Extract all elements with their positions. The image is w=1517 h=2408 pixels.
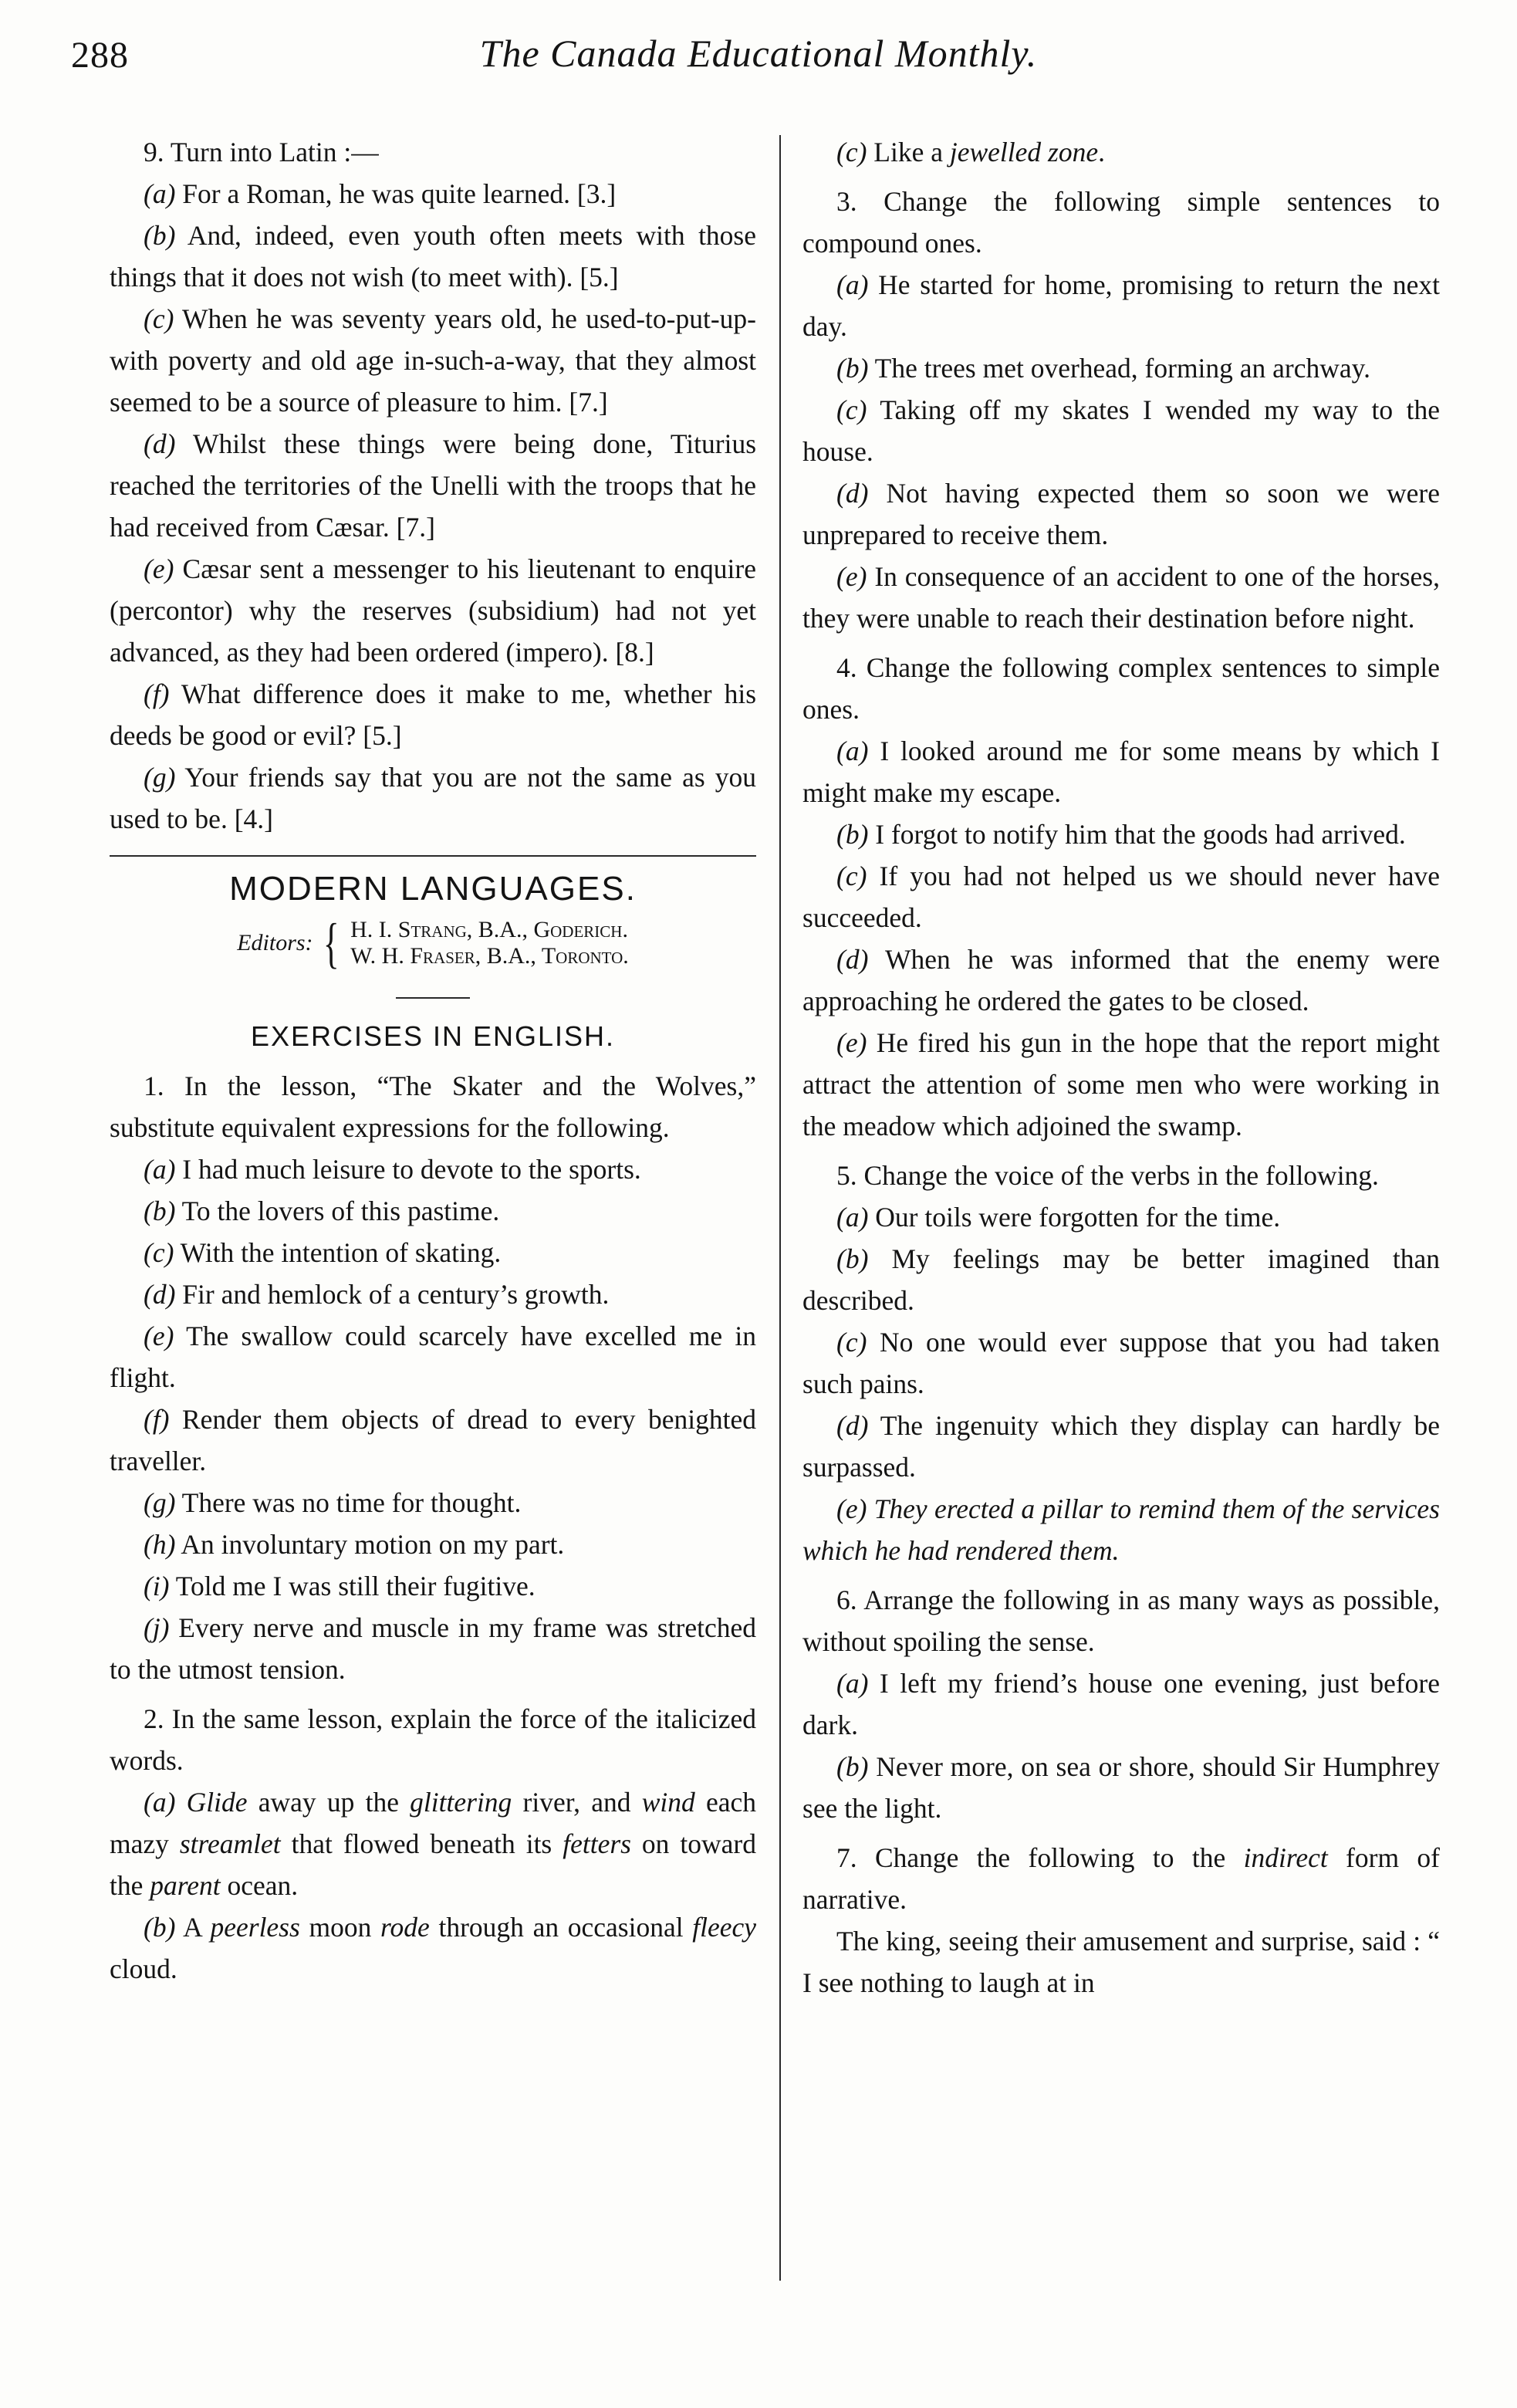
question-3b <box>802 347 1440 389</box>
question-9e <box>110 548 756 673</box>
question-6: 6. Arrange the following in as many ways as possible, without spoiling the sense. <box>802 1584 1440 1657</box>
item-label: (e) <box>144 1321 174 1351</box>
question-3c <box>802 389 1440 472</box>
section-title: MODERN LANGUAGES. <box>229 870 637 908</box>
item-text: I looked around me for some means by which I might make my escape. <box>802 736 1441 808</box>
italic-word: Glide <box>186 1787 248 1818</box>
question-2a <box>110 1781 756 1906</box>
question-2c <box>802 131 1440 173</box>
text-run: ocean. <box>220 1870 299 1901</box>
section-divider <box>110 855 756 857</box>
question-1j <box>110 1607 756 1690</box>
text-run: river, and <box>512 1787 642 1818</box>
question-9: 9. Turn into Latin :— <box>144 137 379 167</box>
column-divider <box>779 135 781 2281</box>
item-label: (d) <box>144 428 176 459</box>
item-label: (d) <box>836 1410 869 1441</box>
item-label: (a) <box>836 1668 869 1699</box>
item-label: (c) <box>144 303 174 334</box>
item-text: Render them objects of dread to every benighted traveller. <box>110 1404 756 1476</box>
text-run: moon <box>299 1912 381 1943</box>
item-text: My feelings may be better imagined than described. <box>802 1243 1441 1316</box>
editor-name: W. H. Fraser, B.A., Toronto. <box>350 943 629 969</box>
question-3e <box>802 556 1440 639</box>
item-label: (d) <box>144 1279 176 1310</box>
item-text: Every nerve and muscle in my frame was stretched to the utmost tension. <box>110 1612 757 1685</box>
item-label: (b) <box>144 220 176 251</box>
item-label: (b) <box>144 1196 176 1226</box>
item-label: (i) <box>144 1571 170 1601</box>
italic-word: wind <box>641 1787 695 1818</box>
italic-word: fetters <box>563 1828 631 1859</box>
question-3a <box>802 264 1440 347</box>
item-text: Told me I was still their fugitive. <box>175 1571 536 1601</box>
left-column <box>110 131 756 1990</box>
item-label: (b) <box>836 1243 869 1274</box>
item-text: To the lovers of this pastime. <box>181 1196 500 1226</box>
item-label: (a) <box>836 269 869 300</box>
item-label: (a) <box>144 1154 176 1185</box>
question-9a <box>110 173 756 215</box>
item-label: (c) <box>836 861 867 891</box>
text-run: 7. Change the following to the <box>836 1842 1244 1873</box>
item-label: (c) <box>836 1327 867 1358</box>
question-2: 2. In the same lesson, explain the force of the italicized words. <box>110 1703 756 1776</box>
question-4: 4. Change the following complex sentences to simple ones. <box>802 652 1440 725</box>
item-text: No one would ever suppose that you had taken such pains. <box>802 1327 1441 1399</box>
question-9d <box>110 423 756 548</box>
item-text: The trees met overhead, forming an archway. <box>874 353 1370 384</box>
italic-word: jewelled zone <box>949 137 1099 167</box>
text-run: that flowed beneath its <box>280 1828 563 1859</box>
item-text: If you had not helped us we should never have succeeded. <box>802 861 1441 933</box>
short-divider <box>396 997 470 999</box>
item-label: (j) <box>144 1612 170 1643</box>
item-label: (b) <box>836 353 869 384</box>
question-2b <box>110 1906 756 1990</box>
editors-label: Editors: <box>237 930 313 955</box>
question-1: 1. In the lesson, “The Skater and the Wolves,” substitute equivalent expressions for the following. <box>110 1070 756 1143</box>
question-7 <box>802 1837 1440 1920</box>
item-text: There was no time for thought. <box>181 1487 522 1518</box>
text-run: each mazy <box>110 1787 756 1859</box>
item-text: Taking off my skates I wended my way to the house. <box>802 394 1440 467</box>
item-label: (e) <box>836 1493 867 1524</box>
question-1i <box>110 1565 756 1607</box>
text-run: A <box>183 1912 211 1943</box>
text-run: cloud. <box>110 1953 177 1984</box>
italic-word: streamlet <box>179 1828 281 1859</box>
question-1e <box>110 1315 756 1398</box>
item-text: I had much leisure to devote to the sports. <box>182 1154 641 1185</box>
item-text: Our toils were forgotten for the time. <box>875 1202 1281 1233</box>
page-number: 288 <box>71 35 129 76</box>
item-text: I left my friend’s house one evening, just before dark. <box>802 1668 1441 1740</box>
item-label: (a) <box>144 1787 176 1818</box>
question-1d <box>110 1273 756 1315</box>
item-text: Not having expected them so soon we were unprepared to receive them. <box>802 478 1440 550</box>
question-9c <box>110 298 756 423</box>
item-label: (e) <box>836 561 867 592</box>
text-run: on toward the <box>110 1828 756 1901</box>
question-5e <box>802 1488 1440 1571</box>
question-1a <box>110 1148 756 1190</box>
item-text: The ingenuity which they display can hardly be surpassed. <box>802 1410 1440 1483</box>
question-3: 3. Change the following simple sentences to compound ones. <box>802 186 1440 259</box>
question-3d <box>802 472 1440 556</box>
question-1f <box>110 1398 756 1482</box>
question-5: 5. Change the voice of the verbs in the following. <box>836 1160 1379 1191</box>
item-label: (c) <box>836 394 867 425</box>
item-text: He started for home, promising to return the next day. <box>802 269 1441 342</box>
item-text: I forgot to notify him that the goods had arrived. <box>875 819 1406 850</box>
item-text: An involuntary motion on my part. <box>181 1529 565 1560</box>
question-5a <box>802 1196 1440 1238</box>
question-4e <box>802 1022 1440 1147</box>
text-run: . <box>1098 137 1105 167</box>
item-text: When he was informed that the enemy were approaching he ordered the gates to be closed. <box>802 944 1441 1016</box>
question-7-text: The king, seeing their amusement and surprise, said : “ I see nothing to laugh at in <box>802 1926 1440 1998</box>
page-header <box>0 31 1517 93</box>
item-label: (b) <box>836 1751 869 1782</box>
item-text: Cæsar sent a messenger to his lieutenant to enquire (percontor) why the reserves (subsidium) had not yet advanced, as they had been ordered (impero). [8.] <box>110 553 756 668</box>
item-label: (a) <box>836 736 869 766</box>
item-text: The swallow could scarcely have excelled me in flight. <box>110 1321 756 1393</box>
italic-word: fleecy <box>692 1912 756 1943</box>
item-text: For a Roman, he was quite learned. [3.] <box>182 178 617 209</box>
text-run: form of narrative. <box>802 1842 1440 1915</box>
italic-word: rode <box>380 1912 430 1943</box>
question-9f <box>110 673 756 756</box>
item-text: When he was seventy years old, he used-to-put-up-with poverty and old age in-such-a-way, that they almost seemed to be a source of pleasure to him. [7.] <box>110 303 756 418</box>
editors-list <box>350 917 629 969</box>
question-9b <box>110 215 756 298</box>
italic-word: peerless <box>210 1912 300 1943</box>
text-run: Like a <box>873 137 950 167</box>
question-5c <box>802 1321 1440 1405</box>
question-4a <box>802 730 1440 813</box>
text-run: through an occasional <box>429 1912 693 1943</box>
question-1g <box>110 1482 756 1524</box>
item-label: (b) <box>144 1912 176 1943</box>
item-label: (d) <box>836 478 869 509</box>
running-title: The Canada Educational Monthly. <box>479 32 1038 75</box>
item-label: (b) <box>836 819 869 850</box>
italic-word: indirect <box>1243 1842 1328 1873</box>
italic-word: glittering <box>410 1787 512 1818</box>
item-text: Your friends say that you are not the same as you used to be. [4.] <box>110 762 757 834</box>
right-column <box>802 131 1440 2004</box>
item-label: (f) <box>144 678 170 709</box>
item-text: He fired his gun in the hope that the report might attract the attention of some men who were working in the meadow which adjoined the swamp. <box>802 1027 1441 1141</box>
question-6a <box>802 1662 1440 1746</box>
item-text: Never more, on sea or shore, should Sir Humphrey see the light. <box>802 1751 1440 1824</box>
item-text: They erected a pillar to remind them of the services which he had rendered them. <box>802 1493 1440 1566</box>
italic-word: parent <box>150 1870 221 1901</box>
item-label: (f) <box>144 1404 170 1435</box>
brace-glyph: { <box>323 912 340 974</box>
item-label: (c) <box>836 137 867 167</box>
exercise-heading: EXERCISES IN ENGLISH. <box>250 1020 616 1052</box>
item-text: And, indeed, even youth often meets with those things that it does not wish (to meet with). [5.] <box>110 220 756 293</box>
question-1b <box>110 1190 756 1232</box>
question-9g <box>110 756 756 840</box>
item-label: (h) <box>144 1529 176 1560</box>
item-label: (e) <box>144 553 174 584</box>
item-text: Whilst these things were being done, Titurius reached the territories of the Unelli with the troops that he had received from Cæsar. [7.] <box>110 428 757 543</box>
item-label: (g) <box>144 1487 176 1518</box>
question-4d <box>802 939 1440 1022</box>
item-label: (d) <box>836 944 869 975</box>
item-text: Fir and hemlock of a century’s growth. <box>182 1279 610 1310</box>
text-run: away up the <box>247 1787 411 1818</box>
item-label: (c) <box>144 1237 174 1268</box>
question-4c <box>802 855 1440 939</box>
item-label: (e) <box>836 1027 867 1058</box>
question-5d <box>802 1405 1440 1488</box>
editors-block <box>110 912 756 974</box>
question-5b <box>802 1238 1440 1321</box>
item-label: (a) <box>836 1202 869 1233</box>
item-label: (g) <box>144 762 176 793</box>
question-4b <box>802 813 1440 855</box>
item-text: In consequence of an accident to one of the horses, they were unable to reach their destination before night. <box>802 561 1441 634</box>
question-6b <box>802 1746 1440 1829</box>
item-text: What difference does it make to me, whether his deeds be good or evil? [5.] <box>110 678 757 751</box>
item-label: (a) <box>144 178 176 209</box>
item-text: With the intention of skating. <box>180 1237 502 1268</box>
question-1h <box>110 1524 756 1565</box>
editor-name: H. I. Strang, B.A., Goderich. <box>350 917 628 942</box>
question-1c <box>110 1232 756 1273</box>
